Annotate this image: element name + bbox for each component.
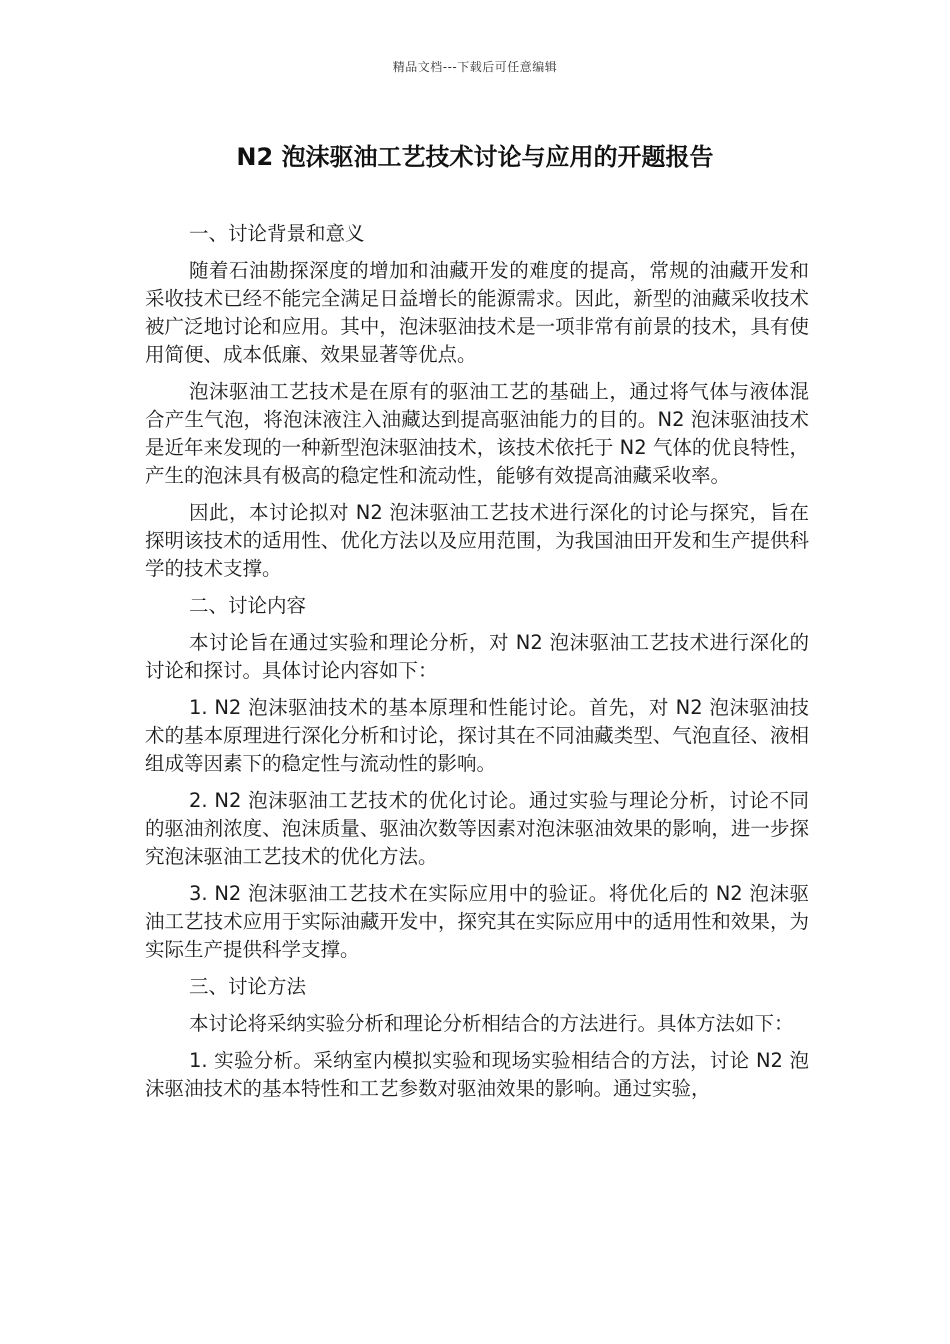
- list-item: 1. N2 泡沫驱油技术的基本原理和性能讨论。首先，对 N2 泡沫驱油技术的基本原理进行深化分析和讨论，探讨其在不同油藏类型、气泡直径、液相组成等因素下的稳定性与流动性的影响。: [145, 696, 809, 775]
- paragraph: 本讨论将采纳实验分析和理论分析相结合的方法进行。具体方法如下：: [189, 1012, 794, 1035]
- paragraph: 本讨论旨在通过实验和理论分析，对 N2 泡沫驱油工艺技术进行深化的讨论和探讨。具体讨论内容如下：: [145, 631, 809, 682]
- section-heading-content: 二、讨论内容: [189, 594, 307, 617]
- document-body: [145, 220, 809, 1112]
- list-item: 3. N2 泡沫驱油工艺技术在实际应用中的验证。将优化后的 N2 泡沫驱油工艺技术应用于实际油藏开发中，探究其在实际应用中的适用性和效果，为实际生产提供科学支撑。: [145, 882, 809, 961]
- paragraph: 因此，本讨论拟对 N2 泡沫驱油工艺技术进行深化的讨论与探究，旨在探明该技术的适用性、优化方法以及应用范围，为我国油田开发和生产提供科学的技术支撑。: [145, 501, 809, 580]
- list-item: 2. N2 泡沫驱油工艺技术的优化讨论。通过实验与理论分析，讨论不同的驱油剂浓度、泡沫质量、驱油次数等因素对泡沫驱油效果的影响，进一步探究泡沫驱油工艺技术的优化方法。: [145, 789, 809, 868]
- page-header-note: 精品文档---下载后可任意编辑: [392, 60, 558, 74]
- section-heading-method: 三、讨论方法: [189, 975, 307, 998]
- section-heading-background: 一、讨论背景和意义: [189, 222, 365, 245]
- paragraph: 随着石油勘探深度的增加和油藏开发的难度的提高，常规的油藏开发和采收技术已经不能完全满足日益增长的能源需求。因此，新型的油藏采收技术被广泛地讨论和应用。其中，泡沫驱油技术是一项非常有前景的技术，具有使用简便、成本低廉、效果显著等优点。: [145, 259, 809, 366]
- document-title: N2 泡沫驱油工艺技术讨论与应用的开题报告: [236, 143, 714, 171]
- paragraph: 泡沫驱油工艺技术是在原有的驱油工艺的基础上，通过将气体与液体混合产生气泡，将泡沫液注入油藏达到提高驱油能力的目的。N2 泡沫驱油技术是近年来发现的一种新型泡沫驱油技术，该技术依托于 N2 气体的优良特性，产生的泡沫具有极高的稳定性和流动性，能够有效提高油藏采收率。: [145, 380, 809, 487]
- list-item: 1. 实验分析。采纳室内模拟实验和现场实验相结合的方法，讨论 N2 泡沫驱油技术的基本特性和工艺参数对驱油效果的影响。通过实验，: [145, 1049, 809, 1100]
